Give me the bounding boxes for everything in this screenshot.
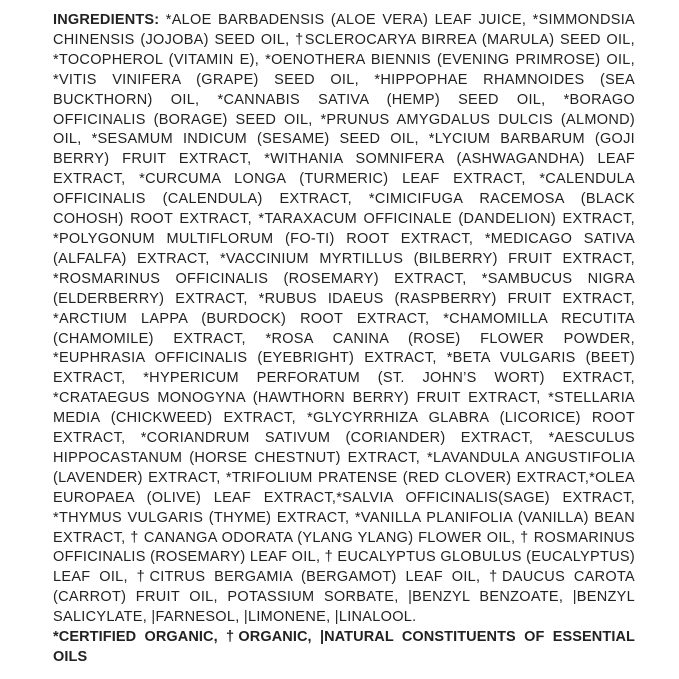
ingredients-heading: INGREDIENTS: — [53, 12, 160, 28]
ingredients-panel — [53, 11, 635, 668]
ingredients-list-text: *ALOE BARBADENSIS (ALOE VERA) LEAF JUICE, *SIMMONDSIA CHINENSIS (JOJOBA) SEED OIL, †SCLEROCARYA BIRREA (MARULA) SEED OIL, *TOCOPHEROL (VITAMIN E), *OENOTHERA BIENNIS (EVENING PRIMROSE) OIL, *VITIS VINIFERA (GRAPE) SEED OIL, *HIPPOPHAE RHAMNOIDES (SEA BUCKTHORN) OIL, *CANNABIS SATIVA (HEMP) SEED OIL, *BORAGO OFFICINALIS (BORAGE) SEED OIL, *PRUNUS AMYGDALUS DULCIS (ALMOND) OIL, *SESAMUM INDICUM (SESAME) SEED OIL, *LYCIUM BARBARUM (GOJI BERRY) FRUIT EXTRACT, *WITHANIA SOMNIFERA (ASHWAGANDHA) LEAF EXTRACT, *CURCUMA LONGA (TURMERIC) LEAF EXTRACT, *CALENDULA OFFICINALIS (CALENDULA) EXTRACT, *CIMICIFUGA RACEMOSA (BLACK COHOSH) ROOT EXTRACT, *TARAXACUM OFFICINALE (DANDELION) EXTRACT, *POLYGONUM MULTIFLORUM (FO-TI) ROOT EXTRACT, *MEDICAGO SATIVA (ALFALFA) EXTRACT, *VACCINIUM MYRTILLUS (BILBERRY) FRUIT EXTRACT, *ROSMARINUS OFFICINALIS (ROSEMARY) EXTRACT, *SAMBUCUS NIGRA (ELDERBERRY) EXTRACT, *RUBUS IDAEUS (RASPBERRY) FRUIT EXTRACT, *ARCTIUM LAPPA (BURDOCK) ROOT EXTRACT, *CHAMOMILLA RECUTITA (CHAMOMILE) EXTRACT, *ROSA CANINA (ROSE) FLOWER POWDER, *EUPHRASIA OFFICINALIS (EYEBRIGHT) EXTRACT, *BETA VULGARIS (BEET) EXTRACT, *HYPERICUM PERFORATUM (ST. JOHN’S WORT) EXTRACT, *CRATAEGUS MONOGYNA (HAWTHORN BERRY) FRUIT EXTRACT, *STELLARIA MEDIA (CHICKWEED) EXTRACT, *GLYCYRRHIZA GLABRA (LICORICE) ROOT EXTRACT, *CORIANDRUM SATIVUM (CORIANDER) EXTRACT, *AESCULUS HIPPOCASTANUM (HORSE CHESTNUT) EXTRACT, *LAVANDULA ANGUSTIFOLIA (LAVENDER) EXTRACT, *TRIFOLIUM PRATENSE (RED CLOVER) EXTRACT,*OLEA EUROPAEA (OLIVE) LEAF EXTRACT,*SALVIA OFFICINALIS(SAGE) EXTRACT, *THYMUS VULGARIS (THYME) EXTRACT, *VANILLA PLANIFOLIA (VANILLA) BEAN EXTRACT, † CANANGA ODORATA (YLANG YLANG) FLOWER OIL, † ROSMARINUS OFFICINALIS (ROSEMARY) LEAF OIL, † EUCALYPTUS GLOBULUS (EUCALYPTUS) LEAF OIL, †CITRUS BERGAMIA (BERGAMOT) LEAF OIL, †DAUCUS CAROTA (CARROT) FRUIT OIL, POTASSIUM SORBATE, |BENZYL BENZOATE, |BENZYL SALICYLATE, |FARNESOL, |LIMONENE, |LINALOOL. — [53, 12, 635, 626]
ingredients-paragraph — [53, 11, 635, 628]
marker-legend-text: *CERTIFIED ORGANIC, †ORGANIC, |NATURAL CONSTITUENTS OF ESSENTIAL OILS — [53, 629, 635, 665]
